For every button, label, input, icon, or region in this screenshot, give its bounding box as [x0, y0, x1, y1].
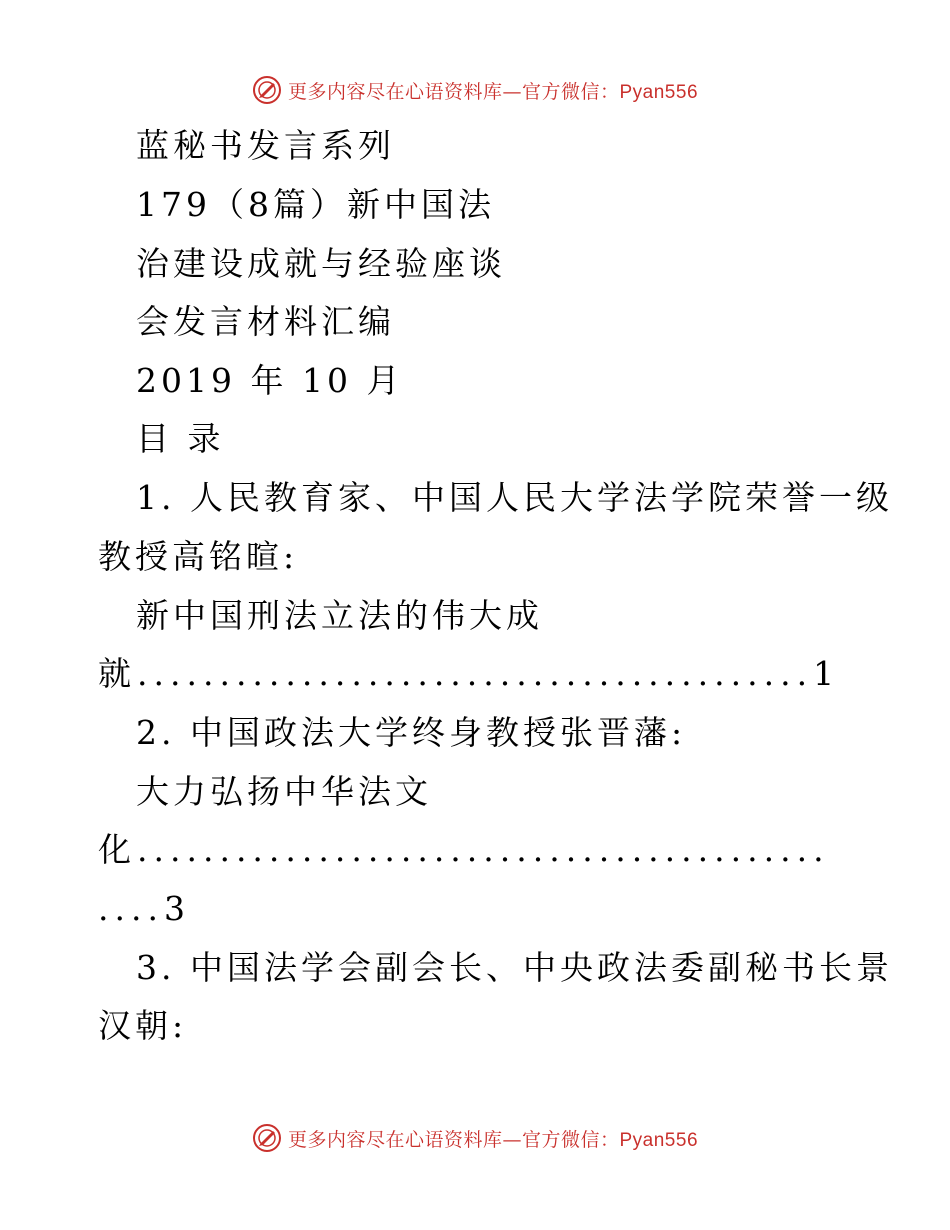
toc-entry-1-speaker-cont: 教授高铭暄:	[98, 537, 299, 576]
toc-entry-1-speaker: 1. 人民教育家、中国人民大学法学院荣誉一级	[136, 478, 893, 517]
doc-title-line-3: 会发言材料汇编	[136, 302, 395, 341]
watermark-text	[288, 1125, 698, 1152]
watermark-text-cn: 更多内容尽在心语资料库—官方微信：	[287, 1128, 620, 1151]
toc-entry-2-page[interactable]: ....3	[98, 889, 191, 928]
toc-entry-2-speaker: 2. 中国政法大学终身教授张晋藩:	[136, 713, 687, 752]
series-title: 蓝秘书发言系列	[136, 126, 395, 165]
toc-entry-3-speaker-cont: 汉朝:	[98, 1006, 188, 1045]
toc-entry-1-title-leader[interactable]: 就.........................................1	[98, 654, 841, 693]
toc-heading: 目 录	[136, 419, 225, 458]
watermark-wechat-id: Pyan556	[619, 1129, 699, 1151]
toc-entry-2-title-leader[interactable]: 化..........................................	[98, 830, 830, 869]
watermark-logo-icon	[252, 1123, 282, 1153]
doc-title-line-1: 179（8篇）新中国法	[136, 185, 495, 224]
doc-title-line-2: 治建设成就与经验座谈	[136, 244, 506, 283]
toc-entry-1-title[interactable]: 新中国刑法立法的伟大成	[136, 596, 543, 635]
toc-entry-2-title[interactable]: 大力弘扬中华法文	[136, 772, 432, 811]
toc-entry-3-speaker: 3. 中国法学会副会长、中央政法委副秘书长景	[136, 948, 893, 987]
doc-date: 2019 年 10 月	[136, 361, 404, 400]
watermark-text-cn: 更多内容尽在心语资料库—官方微信：	[287, 80, 620, 103]
watermark-wechat-id: Pyan556	[619, 81, 699, 103]
footer-watermark	[0, 1118, 950, 1158]
